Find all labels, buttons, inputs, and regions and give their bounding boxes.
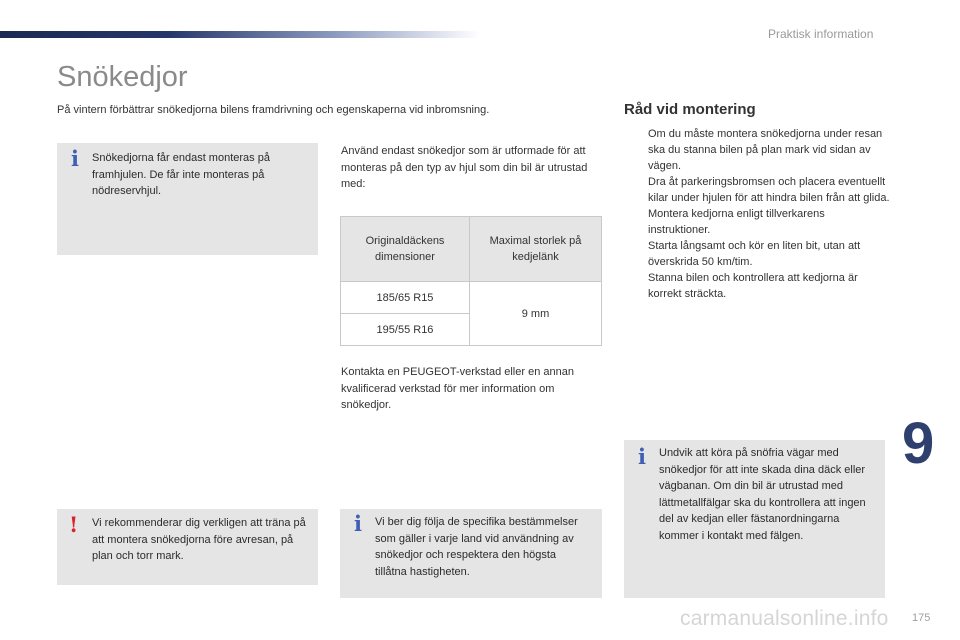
info-text-regulations: Vi ber dig följa de specifika bestämmelser som gäller i varje land vid användning av snökedjor och respektera den högsta tillåtna hastigheten. (375, 516, 578, 578)
info-icon: i (354, 511, 362, 536)
table-header-dimensions: Originaldäckens dimensioner (341, 217, 470, 282)
list-item (624, 206, 890, 238)
use-chains-text: Använd endast snökedjor som är utformade för att monteras på den typ av hjul som din bil är utrustad med: (341, 145, 588, 190)
info-box-regulations (340, 509, 602, 598)
list-item-text: Starta långsamt och kör en liten bit, utan att överskrida 50 km/tim. (648, 240, 861, 268)
header-gradient-bar (0, 31, 480, 38)
info-text-snow-free-roads: Undvik att köra på snöfria vägar med snökedjor för att inte skada dina däck eller vägbanan. Om din bil är utrustad med lättmetallfälgar ska du kontrollera att ingen del av kedjan eller fästanordningarna kommer i kontakt med fälgen. (659, 447, 866, 542)
info-icon: i (71, 146, 79, 171)
warning-box-practice (57, 509, 318, 585)
list-item (624, 238, 890, 270)
warning-text-practice: Vi rekommenderar dig verkligen att träna på att montera snökedjorna före avresan, på plan och torr mark. (92, 517, 306, 562)
info-text-front-wheels: Snökedjorna får endast monteras på framhjulen. De får inte monteras på nödreservhjul. (92, 152, 270, 197)
tire-chain-table (340, 216, 602, 346)
intro-text: På vintern förbättrar snökedjorna bilens framdrivning och egenskaperna vid inbromsning. (57, 104, 490, 116)
table-cell-tire-size: 195/55 R16 (341, 314, 470, 346)
list-item-text: Montera kedjorna enligt tillverkarens instruktioner. (648, 208, 825, 236)
list-item-text: Dra åt parkeringsbromsen och placera eventuellt kilar under hjulen för att hindra bilen från att glida. (648, 176, 890, 204)
info-box-front-wheels (57, 143, 318, 255)
list-item (624, 126, 890, 174)
list-item (624, 174, 890, 206)
watermark: carmanualsonline.info (680, 607, 889, 630)
section-label: Praktisk information (768, 27, 874, 41)
info-box-snow-free-roads (624, 440, 885, 598)
list-item-text: Om du måste montera snökedjorna under resan ska du stanna bilen på plan mark vid sidan av vägen. (648, 128, 883, 172)
contact-workshop-text: Kontakta en PEUGEOT-verkstad eller en annan kvalificerad verkstad för mer information om snökedjor. (341, 366, 574, 411)
info-icon: i (638, 444, 646, 469)
advice-heading: Råd vid montering (624, 101, 756, 118)
list-item-text: Stanna bilen och kontrollera att kedjorna är korrekt sträckta. (648, 272, 858, 300)
advice-list (624, 126, 890, 302)
page-title: Snökedjor (57, 61, 188, 93)
list-item (624, 270, 890, 302)
page-number: 175 (912, 612, 931, 624)
table-header-max-link: Maximal storlek på kedjelänk (470, 217, 602, 282)
warning-icon: ! (69, 512, 79, 537)
table-cell-max-link: 9 mm (470, 282, 602, 346)
table-cell-tire-size: 185/65 R15 (341, 282, 470, 314)
chapter-number: 9 (902, 411, 935, 476)
